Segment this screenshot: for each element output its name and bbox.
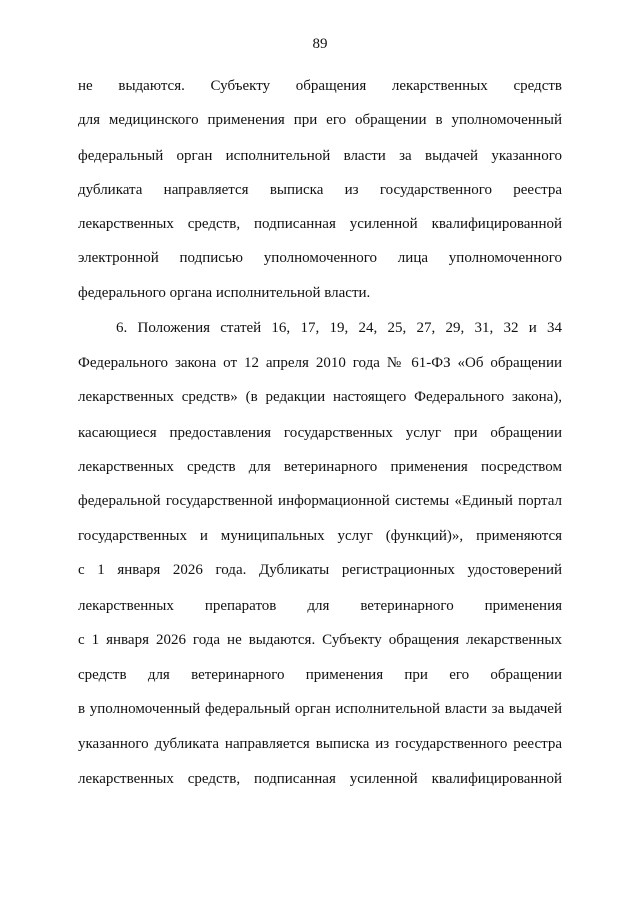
text-line: дубликата направляется выписка из государственного реестра [78,182,562,198]
text-line: федерального органа исполнительной власти. [78,285,371,301]
text-line: с 1 января 2026 года не выдаются. Субъекту обращения лекарственных [78,632,562,648]
text-line: государственных и муниципальных услуг (функций)», применяются [78,528,562,544]
text-line: лекарственных средств, подписанная усиленной квалифицированной [78,216,562,232]
text-line: электронной подписью уполномоченного лица уполномоченного [78,250,562,266]
text-line: федеральный орган исполнительной власти за выдачей указанного [78,148,562,164]
text-line: с 1 января 2026 года. Дубликаты регистрационных удостоверений [78,562,562,578]
text-line: для медицинского применения при его обращении в уполномоченный [78,112,562,128]
text-line: касающиеся предоставления государственных услуг при обращении [78,425,562,441]
paragraph-start-line: 6. Положения статей 16, 17, 19, 24, 25, 27, 29, 31, 32 и 34 [116,320,562,336]
text-line: федеральной государственной информационной системы «Единый портал [78,493,562,509]
page-number: 89 [312,36,328,52]
text-line: лекарственных средств для ветеринарного применения посредством [78,459,562,475]
text-line: средств для ветеринарного применения при его обращении [78,667,562,683]
text-line: Федерального закона от 12 апреля 2010 года № 61-ФЗ «Об обращении [78,355,562,371]
text-line: лекарственных препаратов для ветеринарного применения [78,598,562,614]
text-line: указанного дубликата направляется выписка из государственного реестра [78,736,562,752]
text-line: лекарственных средств» (в редакции настоящего Федерального закона), [78,389,562,405]
text-line: в уполномоченный федеральный орган исполнительной власти за выдачей [78,701,562,717]
text-line: лекарственных средств, подписанная усиленной квалифицированной [78,771,562,787]
text-line: не выдаются. Субъекту обращения лекарственных средств [78,78,562,94]
